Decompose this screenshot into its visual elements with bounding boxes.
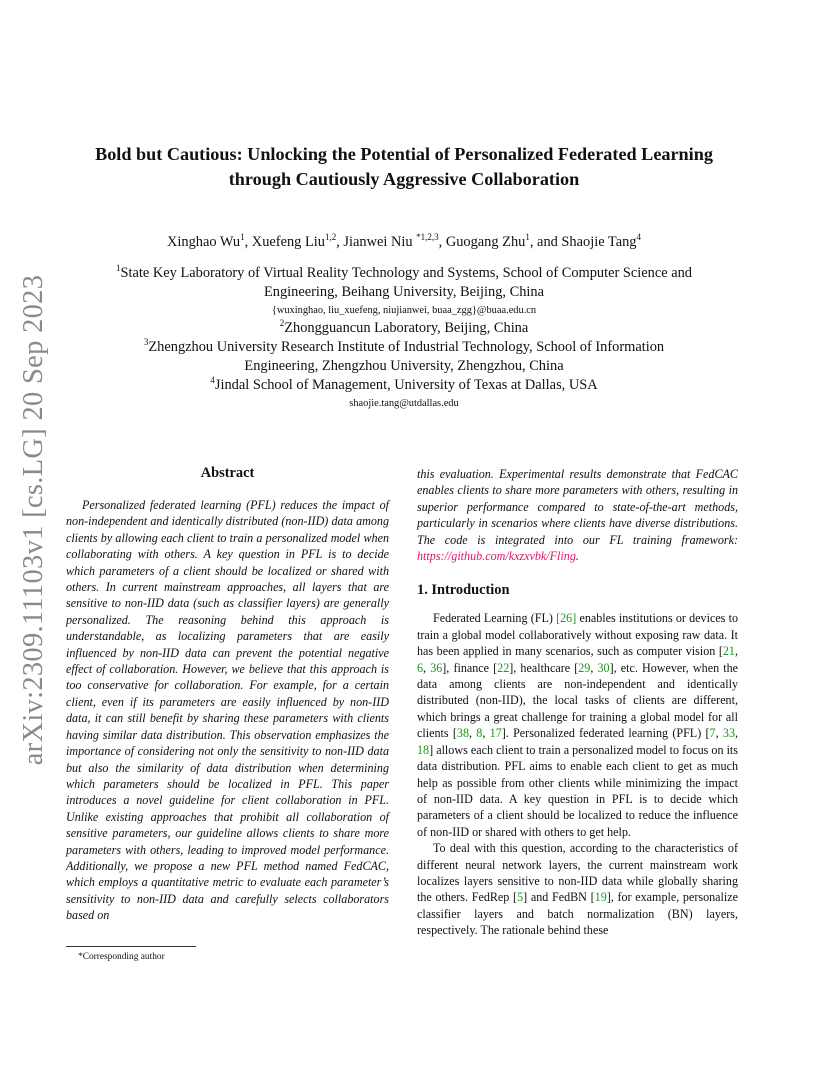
paragraph-text: ], healthcare [: [509, 660, 579, 675]
citation-link[interactable]: 22: [497, 660, 510, 675]
footnote-corresponding: *Corresponding author: [78, 952, 165, 962]
paragraph-text: ]. Personalized federated learning (PFL) [: [501, 726, 710, 741]
affiliation-1-cont: Engineering, Beihang University, Beijing, China: [263, 284, 545, 300]
abstract-text: Personalized federated learning (PFL) reduces the impact of non-independent and identically distributed (non-IID) data among clients by allowing each client to train a personalized model when collaborating with others. A key question in PFL is to decide which parameters of a client should be localized or shared with others. In current mainstream approaches, all layers that are sensitive to non-IID data (such as classifier layers) are generally personalized. The reasoning behind this approach is understandable, as localizing parameters that are easily influenced by non-IID data can prevent the potential negative effect of collaboration. However, we believe that this approach is too conservative for collaboration. For example, for a certain client, even if its parameters are easily influenced by non-IID data, it can still benefit by sharing these parameters with clients having similar data distribution. This observation emphasizes the importance of considering not only the sensitivity to non-IID data but also the similarity of data distribution when determining which parameters should be localized in PFL. This paper introduces a novel guideline for client collaboration in PFL. Unlike existing approaches that prohibit all collaboration of sensitive parameters, our guideline allows clients to share more parameters with others, leading to improved model performance. Additionally, we propose a new PFL method named FedCAC, which employs a quantitative metric to evaluate each parameter’s sensitivity to non-IID data and carefully selects collaborators based on: [66, 498, 389, 923]
arxiv-identifier: arXiv:2309.11103v1 [cs.LG] 20 Sep 2023: [18, 274, 49, 766]
citation-link[interactable]: 5: [517, 890, 524, 905]
paragraph-text: ] and FedBN [: [523, 890, 595, 905]
citation-link[interactable]: 19: [594, 890, 607, 905]
paragraph-text: Federated Learning (FL): [433, 611, 557, 626]
citation-link[interactable]: 6: [417, 660, 424, 675]
paragraph-text: ,: [423, 660, 431, 675]
affiliation-3-cont: Engineering, Zhengzhou University, Zhengzhou, China: [244, 358, 564, 374]
section-heading-introduction: 1. Introduction: [417, 582, 510, 599]
paragraph-text: ], etc. However, when the data among clients are non-independent and identically distributed (non-IID), the local tasks of clients are different, which brings a great challenge for training a global model for all clients [: [417, 660, 739, 741]
citation-link[interactable]: 21: [722, 644, 735, 659]
title-line-2: through Cautiously Aggressive Collaboration: [228, 169, 580, 189]
citation-link[interactable]: [26]: [556, 611, 577, 626]
footnote-rule: [66, 946, 196, 947]
citation-link[interactable]: 18: [417, 742, 430, 757]
author-name: , Xuefeng Liu: [244, 234, 325, 250]
paragraph-text: ,: [590, 660, 598, 675]
author-list: [60, 232, 748, 252]
affiliation-3: $^3$Zhengzhou University Research Institute of Industrial Technology, School of Information: [143, 337, 665, 355]
right-column: [417, 466, 738, 939]
paragraph-text: ,: [482, 726, 490, 741]
citation-link[interactable]: 36: [430, 660, 443, 675]
author-name: , Jianwei Niu: [336, 234, 417, 250]
code-link[interactable]: https://github.com/kxzxvbk/Fling: [417, 549, 576, 564]
author-sup: 1: [240, 232, 245, 243]
paragraph-text: ,: [735, 726, 739, 741]
affiliation-2: $^2$Zhongguancun Laboratory, Beijing, China: [279, 318, 529, 336]
paragraph-text: ], finance [: [442, 660, 498, 675]
author-sup: 1,2: [324, 232, 337, 243]
abstract-continued: this evaluation. Experimental results demonstrate that FedCAC enables clients to share more parameters with others, resulting in superior performance compared to state-of-the-art methods, particularly in scenarios where clients have diverse distributions. The code is integrated into our FL training framework: https://github.com/kxzxvbk/Fling.: [417, 467, 738, 564]
paragraph-text: ,: [715, 726, 723, 741]
citation-link[interactable]: 33: [722, 726, 735, 741]
citation-link[interactable]: 29: [578, 660, 591, 675]
left-column: [66, 463, 389, 924]
email-utdallas: shaojie.tang@utdallas.edu: [349, 398, 459, 409]
citation-link[interactable]: 30: [597, 660, 610, 675]
citation-link[interactable]: 7: [709, 726, 716, 741]
affiliation-4: $^4$Jindal School of Management, University of Texas at Dallas, USA: [210, 375, 598, 393]
paragraph-text: ] allows each client to train a personalized model to focus on its data distribution. PFL aims to enable each client to get as much help as possible from other clients while minimizing the impact of non-IID data. A key question in PFL is to decide which parameters of a client should be localized to reduce the influence of non-IID or shared with others to get help.: [417, 742, 738, 839]
abstract-heading: Abstract: [200, 465, 255, 481]
paragraph-text: To deal with this question, according to the characteristics of different neural network layers, the current mainstream work localizes layers sensitive to non-IID data while globally sharing the others. FedRep [: [417, 841, 738, 905]
paragraph-text: ], for example, personalize classifier layers and batch normalization (BN) layers, respectively. The rationale behind these: [417, 890, 738, 938]
affiliations: [60, 264, 748, 412]
citation-link[interactable]: 8: [476, 726, 483, 741]
intro-paragraph-1: [417, 610, 738, 840]
paragraph-text: ,: [468, 726, 477, 741]
paper-title: [60, 142, 748, 192]
citation-link[interactable]: 17: [489, 726, 502, 741]
intro-paragraph-2: [417, 840, 738, 938]
paragraph-text: enables institutions or devices to train a global model collaboratively without exposing raw data. It has been applied in many scenarios, such as computer vision [: [417, 611, 738, 659]
author-name: , Guogang Zhu: [438, 234, 526, 250]
email-buaa: {wuxinghao, liu_xuefeng, niujianwei, buaa_zgg}@buaa.edu.cn: [271, 305, 537, 316]
author-name: , and Shaojie Tang: [529, 234, 637, 250]
citation-link[interactable]: 38: [456, 726, 469, 741]
author-sup: 4: [636, 232, 641, 243]
author-sup: *1,2,3: [416, 232, 439, 243]
author-sup: 1: [525, 232, 530, 243]
affiliation-1: $^1$State Key Laboratory of Virtual Reality Technology and Systems, School of Computer Science and: [116, 263, 692, 281]
author-name: Xinghao Wu: [167, 234, 241, 250]
title-line-1: Bold but Cautious: Unlocking the Potential of Personalized Federated Learning: [95, 144, 713, 164]
paragraph-text: ,: [734, 644, 738, 659]
